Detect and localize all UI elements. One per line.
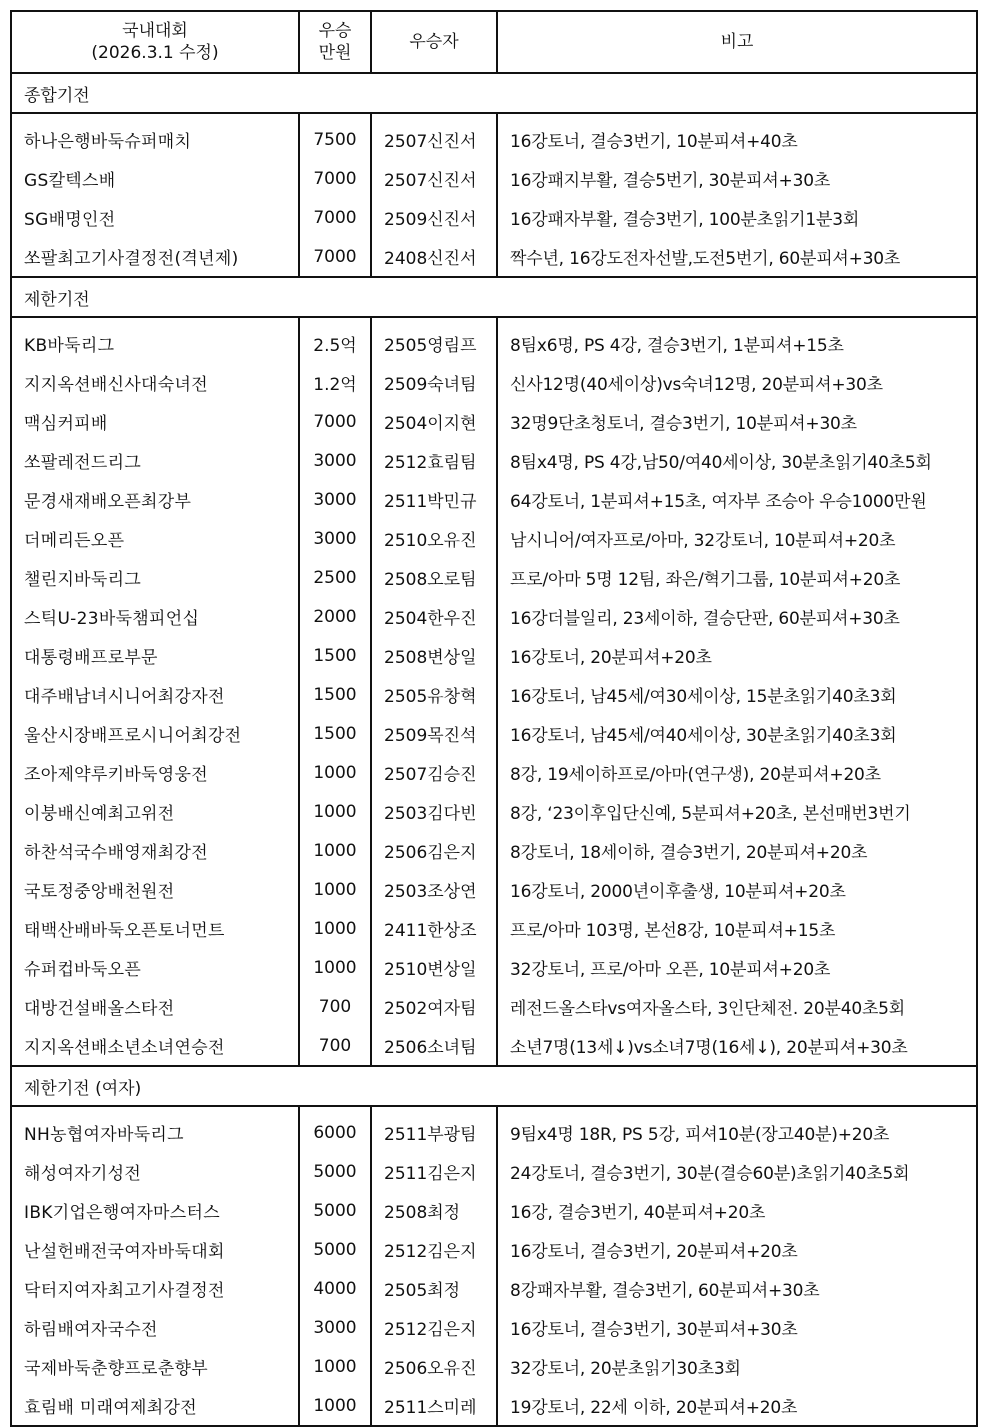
header-prize-line2: 만원 bbox=[318, 43, 352, 63]
tournament-notes: 신사12명(40세이상)vs숙녀12명, 20분피셔+30초 bbox=[497, 363, 977, 402]
winner-name: 2505최정 bbox=[371, 1269, 497, 1308]
table-row bbox=[11, 792, 977, 831]
prize-amount: 1500 bbox=[299, 714, 371, 753]
tournament-name: GS칼텍스배 bbox=[11, 159, 299, 198]
tournament-name: 대방건설배올스타전 bbox=[11, 987, 299, 1026]
winner-name: 2503조상연 bbox=[371, 870, 497, 909]
table-row bbox=[11, 159, 977, 198]
prize-amount: 2.5억 bbox=[299, 317, 371, 363]
winner-name: 2510변상일 bbox=[371, 948, 497, 987]
tournament-notes: 64강토너, 1분피셔+15초, 여자부 조승아 우승1000만원 bbox=[497, 480, 977, 519]
table-row bbox=[11, 909, 977, 948]
table-row bbox=[11, 1347, 977, 1386]
tournament-notes: 프로/아마 103명, 본선8강, 10분피셔+15초 bbox=[497, 909, 977, 948]
prize-amount: 5000 bbox=[299, 1152, 371, 1191]
winner-name: 2503김다빈 bbox=[371, 792, 497, 831]
winner-name: 2506김은지 bbox=[371, 831, 497, 870]
table-row bbox=[11, 519, 977, 558]
prize-amount: 7000 bbox=[299, 402, 371, 441]
winner-name: 2505유창혁 bbox=[371, 675, 497, 714]
table-row bbox=[11, 1106, 977, 1152]
table-row bbox=[11, 113, 977, 159]
winner-name: 2508오로팀 bbox=[371, 558, 497, 597]
winner-name: 2504이지현 bbox=[371, 402, 497, 441]
section-rows bbox=[11, 1106, 977, 1426]
prize-amount: 7000 bbox=[299, 159, 371, 198]
tournament-notes: 8강, 19세이하프로/아마(연구생), 20분피셔+20초 bbox=[497, 753, 977, 792]
prize-amount: 1000 bbox=[299, 909, 371, 948]
winner-name: 2511스미레 bbox=[371, 1386, 497, 1426]
tournament-notes: 8팀x6명, PS 4강, 결승3번기, 1분피셔+15초 bbox=[497, 317, 977, 363]
prize-amount: 3000 bbox=[299, 441, 371, 480]
table-row bbox=[11, 1026, 977, 1066]
section-title: 제한기전 bbox=[11, 277, 977, 317]
tournament-name: 해성여자기성전 bbox=[11, 1152, 299, 1191]
table-row bbox=[11, 948, 977, 987]
tournament-notes: 16강토너, 남45세/여30세이상, 15분초읽기40초3회 bbox=[497, 675, 977, 714]
tournament-name: 하림배여자국수전 bbox=[11, 1308, 299, 1347]
winner-name: 2512김은지 bbox=[371, 1230, 497, 1269]
winner-name: 2512효림팀 bbox=[371, 441, 497, 480]
tournament-notes: 32강토너, 20분초읽기30초3회 bbox=[497, 1347, 977, 1386]
tournament-name: 대통령배프로부문 bbox=[11, 636, 299, 675]
table-row bbox=[11, 480, 977, 519]
table-row bbox=[11, 1269, 977, 1308]
tournament-name: 조아제약루키바둑영웅전 bbox=[11, 753, 299, 792]
tournament-name: 슈퍼컵바둑오픈 bbox=[11, 948, 299, 987]
prize-amount: 2000 bbox=[299, 597, 371, 636]
table-row bbox=[11, 558, 977, 597]
tournament-name: IBK기업은행여자마스터스 bbox=[11, 1191, 299, 1230]
tournament-notes: 8강토너, 18세이하, 결승3번기, 20분피셔+20초 bbox=[497, 831, 977, 870]
prize-amount: 1500 bbox=[299, 675, 371, 714]
tournament-notes: 16강, 결승3번기, 40분피셔+20초 bbox=[497, 1191, 977, 1230]
prize-amount: 7500 bbox=[299, 113, 371, 159]
tournament-name: 대주배남녀시니어최강자전 bbox=[11, 675, 299, 714]
winner-name: 2511김은지 bbox=[371, 1152, 497, 1191]
section-title: 제한기전 (여자) bbox=[11, 1066, 977, 1106]
tournament-notes: 8강패자부활, 결승3번기, 60분피셔+30초 bbox=[497, 1269, 977, 1308]
winner-name: 2511부광팀 bbox=[371, 1106, 497, 1152]
section-header-group bbox=[11, 277, 977, 317]
tournament-notes: 레전드올스타vs여자올스타, 3인단체전. 20분40초5회 bbox=[497, 987, 977, 1026]
prize-amount: 7000 bbox=[299, 198, 371, 237]
prize-amount: 1000 bbox=[299, 1386, 371, 1426]
winner-name: 2508최정 bbox=[371, 1191, 497, 1230]
section-title: 종합기전 bbox=[11, 73, 977, 113]
tournament-notes: 16강토너, 20분피셔+20초 bbox=[497, 636, 977, 675]
prize-amount: 3000 bbox=[299, 1308, 371, 1347]
tournament-name: 국제바둑춘향프로춘향부 bbox=[11, 1347, 299, 1386]
tournament-name: 쏘팔최고기사결정전(격년제) bbox=[11, 237, 299, 277]
tournament-notes: 8팀x4명, PS 4강,남50/여40세이상, 30분초읽기40초5회 bbox=[497, 441, 977, 480]
prize-amount: 1000 bbox=[299, 753, 371, 792]
prize-amount: 5000 bbox=[299, 1191, 371, 1230]
prize-amount: 1000 bbox=[299, 1347, 371, 1386]
tournament-notes: 16강토너, 2000년이후출생, 10분피셔+20초 bbox=[497, 870, 977, 909]
prize-amount: 2500 bbox=[299, 558, 371, 597]
prize-amount: 700 bbox=[299, 1026, 371, 1066]
tournament-name: 스틱U-23바둑챔피언십 bbox=[11, 597, 299, 636]
table-row bbox=[11, 714, 977, 753]
section-header-group bbox=[11, 73, 977, 113]
prize-amount: 3000 bbox=[299, 519, 371, 558]
winner-name: 2507신진서 bbox=[371, 159, 497, 198]
winner-name: 2509목진석 bbox=[371, 714, 497, 753]
prize-amount: 1500 bbox=[299, 636, 371, 675]
tournament-name: 난설헌배전국여자바둑대회 bbox=[11, 1230, 299, 1269]
prize-amount: 3000 bbox=[299, 480, 371, 519]
header-tournament-title: 국내대회 bbox=[122, 21, 188, 41]
prize-amount: 4000 bbox=[299, 1269, 371, 1308]
winner-name: 2507김승진 bbox=[371, 753, 497, 792]
winner-name: 2411한상조 bbox=[371, 909, 497, 948]
tournament-notes: 16강토너, 남45세/여40세이상, 30분초읽기40초3회 bbox=[497, 714, 977, 753]
prize-amount: 1000 bbox=[299, 870, 371, 909]
header-prize bbox=[299, 11, 371, 73]
table-row bbox=[11, 198, 977, 237]
table-row bbox=[11, 1386, 977, 1426]
table-row bbox=[11, 597, 977, 636]
prize-amount: 6000 bbox=[299, 1106, 371, 1152]
header-revision-date: (2026.3.1 수정) bbox=[91, 43, 219, 63]
tournament-notes: 16강토너, 결승3번기, 30분피셔+30초 bbox=[497, 1308, 977, 1347]
section-rows bbox=[11, 317, 977, 1066]
winner-name: 2510오유진 bbox=[371, 519, 497, 558]
table-row bbox=[11, 675, 977, 714]
tournament-notes: 16강패자부활, 결승3번기, 100분초읽기1분3회 bbox=[497, 198, 977, 237]
tournament-name: 태백산배바둑오픈토너먼트 bbox=[11, 909, 299, 948]
tournament-notes: 16강토너, 결승3번기, 10분피셔+40초 bbox=[497, 113, 977, 159]
tournament-name: 챌린지바둑리그 bbox=[11, 558, 299, 597]
tournament-name: 문경새재배오픈최강부 bbox=[11, 480, 299, 519]
tournament-notes: 남시니어/여자프로/아마, 32강토너, 10분피셔+20초 bbox=[497, 519, 977, 558]
table-row bbox=[11, 441, 977, 480]
tournament-name: 지지옥션배소년소녀연승전 bbox=[11, 1026, 299, 1066]
winner-name: 2512김은지 bbox=[371, 1308, 497, 1347]
winner-name: 2507신진서 bbox=[371, 113, 497, 159]
table-row bbox=[11, 1230, 977, 1269]
table-row bbox=[11, 831, 977, 870]
tournament-notes: 16강토너, 결승3번기, 20분피셔+20초 bbox=[497, 1230, 977, 1269]
table-row bbox=[11, 317, 977, 363]
tournament-notes: 32명9단초청토너, 결승3번기, 10분피셔+30초 bbox=[497, 402, 977, 441]
winner-name: 2511박민규 bbox=[371, 480, 497, 519]
header-winner: 우승자 bbox=[371, 11, 497, 73]
table-header bbox=[11, 11, 977, 73]
tournament-notes: 프로/아마 5명 12팀, 좌은/혁기그룹, 10분피셔+20초 bbox=[497, 558, 977, 597]
table-row bbox=[11, 987, 977, 1026]
winner-name: 2508변상일 bbox=[371, 636, 497, 675]
tournament-name: NH농협여자바둑리그 bbox=[11, 1106, 299, 1152]
header-tournament bbox=[11, 11, 299, 73]
tournament-notes: 16강더블일리, 23세이하, 결승단판, 60분피셔+30초 bbox=[497, 597, 977, 636]
tournament-name: 닥터지여자최고기사결정전 bbox=[11, 1269, 299, 1308]
tournament-name: 맥심커피배 bbox=[11, 402, 299, 441]
table-row bbox=[11, 402, 977, 441]
tournament-notes: 24강토너, 결승3번기, 30분(결승60분)초읽기40초5회 bbox=[497, 1152, 977, 1191]
tournament-name: 하찬석국수배영재최강전 bbox=[11, 831, 299, 870]
winner-name: 2505영림프 bbox=[371, 317, 497, 363]
winner-name: 2504한우진 bbox=[371, 597, 497, 636]
section-header-group bbox=[11, 1066, 977, 1106]
winner-name: 2506소녀팀 bbox=[371, 1026, 497, 1066]
tournament-notes: 소년7명(13세↓)vs소녀7명(16세↓), 20분피셔+30초 bbox=[497, 1026, 977, 1066]
tournament-table-wrapper bbox=[10, 10, 976, 1418]
tournament-name: 쏘팔레전드리그 bbox=[11, 441, 299, 480]
tournament-name: KB바둑리그 bbox=[11, 317, 299, 363]
winner-name: 2506오유진 bbox=[371, 1347, 497, 1386]
prize-amount: 1000 bbox=[299, 831, 371, 870]
table-row bbox=[11, 753, 977, 792]
tournament-name: 울산시장배프로시니어최강전 bbox=[11, 714, 299, 753]
tournament-name: 하나은행바둑슈퍼매치 bbox=[11, 113, 299, 159]
prize-amount: 1.2억 bbox=[299, 363, 371, 402]
tournament-name: 더메리든오픈 bbox=[11, 519, 299, 558]
tournament-name: 지지옥션배신사대숙녀전 bbox=[11, 363, 299, 402]
tournament-name: SG배명인전 bbox=[11, 198, 299, 237]
prize-amount: 700 bbox=[299, 987, 371, 1026]
prize-amount: 7000 bbox=[299, 237, 371, 277]
table-row bbox=[11, 237, 977, 277]
tournament-notes: 8강, ‘23이후입단신예, 5분피셔+20초, 본선매번3번기 bbox=[497, 792, 977, 831]
tournament-notes: 9팀x4명 18R, PS 5강, 피셔10분(장고40분)+20초 bbox=[497, 1106, 977, 1152]
winner-name: 2509신진서 bbox=[371, 198, 497, 237]
prize-amount: 1000 bbox=[299, 792, 371, 831]
table-row bbox=[11, 870, 977, 909]
table-row bbox=[11, 1308, 977, 1347]
table-row bbox=[11, 636, 977, 675]
header-prize-line1: 우승 bbox=[318, 21, 352, 41]
table-row bbox=[11, 363, 977, 402]
tournament-notes: 짝수년, 16강도전자선발,도전5번기, 60분피셔+30초 bbox=[497, 237, 977, 277]
prize-amount: 1000 bbox=[299, 948, 371, 987]
tournament-notes: 16강패지부활, 결승5번기, 30분피셔+30초 bbox=[497, 159, 977, 198]
tournament-table bbox=[10, 10, 978, 1427]
prize-amount: 5000 bbox=[299, 1230, 371, 1269]
tournament-notes: 32강토너, 프로/아마 오픈, 10분피셔+20초 bbox=[497, 948, 977, 987]
winner-name: 2509숙녀팀 bbox=[371, 363, 497, 402]
tournament-name: 효림배 미래여제최강전 bbox=[11, 1386, 299, 1426]
tournament-notes: 19강토너, 22세 이하, 20분피셔+20초 bbox=[497, 1386, 977, 1426]
section-rows bbox=[11, 113, 977, 277]
tournament-name: 이붕배신예최고위전 bbox=[11, 792, 299, 831]
table-row bbox=[11, 1152, 977, 1191]
table-row bbox=[11, 1191, 977, 1230]
winner-name: 2502여자팀 bbox=[371, 987, 497, 1026]
header-notes: 비고 bbox=[497, 11, 977, 73]
tournament-name: 국토정중앙배천원전 bbox=[11, 870, 299, 909]
winner-name: 2408신진서 bbox=[371, 237, 497, 277]
